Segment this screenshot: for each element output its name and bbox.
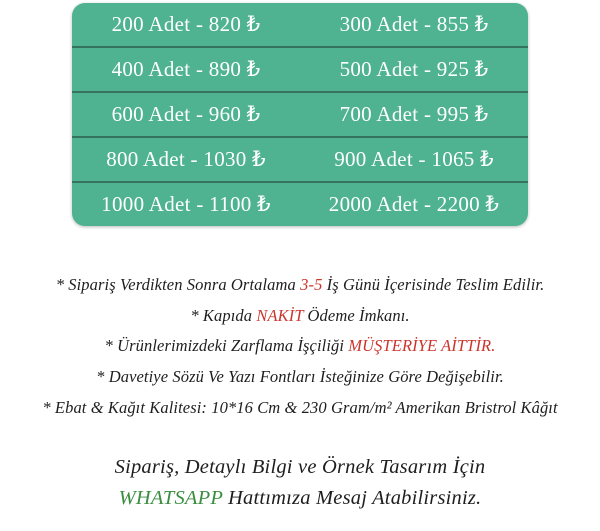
price-table-row [72,136,528,181]
text-run: 3-5 [300,275,323,294]
price-cell: 900 Adet - 1065 ₺ [334,147,494,171]
text-run: WHATSAPP [118,487,223,509]
price-cell: 700 Adet - 995 ₺ [339,102,489,126]
price-cell: 200 Adet - 820 ₺ [111,12,261,36]
price-cell: 800 Adet - 1030 ₺ [106,147,266,171]
note-cash-on-delivery [0,301,600,332]
price-table-row [72,3,528,46]
price-cell: 300 Adet - 855 ₺ [339,12,489,36]
text-run: * Davetiye Sözü Ve Yazı Fontları İsteğinize Göre Değişebilir. [96,367,504,387]
price-cell: 400 Adet - 890 ₺ [111,57,261,81]
note-delivery-time [0,270,600,301]
price-cell: 1000 Adet - 1100 ₺ [101,192,271,216]
text-run: * Sipariş Verdikten Sonra Ortalama [55,275,301,294]
text-run: Sipariş, Detaylı Bilgi ve Örnek Tasarım İçin [114,456,486,478]
note-paper-quality [0,393,600,424]
cta-line-info [0,452,600,483]
text-run: * Ebat & Kağıt Kalitesi: 10*16 Cm & 230 Gram/m² Amerikan Bristrol Kâğıt [42,397,558,417]
note-custom-fonts [0,362,600,393]
price-table-row [72,181,528,226]
text-run: * Ürünlerimizdeki Zarflama İşçiliği [104,336,349,356]
note-envelope-labor [0,331,600,362]
cta-line-whatsapp [0,483,600,514]
price-cell: 500 Adet - 925 ₺ [339,57,489,81]
notes-section [0,270,600,424]
price-cell: 2000 Adet - 2200 ₺ [328,192,500,216]
price-table-row [72,46,528,91]
price-table-row [72,91,528,136]
text-run: İş Günü İçerisinde Teslim Edilir. [322,275,545,294]
text-run: * Kapıda [190,305,257,325]
text-run: Ödeme İmkanı. [303,305,410,325]
text-run: Hattımıza Mesaj Atabilirsiniz. [222,487,482,509]
price-cell: 600 Adet - 960 ₺ [111,102,261,126]
price-table [72,3,528,226]
text-run: NAKİT [256,305,304,325]
cta-section [0,452,600,514]
text-run: MÜŞTERİYE AİTTİR. [348,336,496,356]
